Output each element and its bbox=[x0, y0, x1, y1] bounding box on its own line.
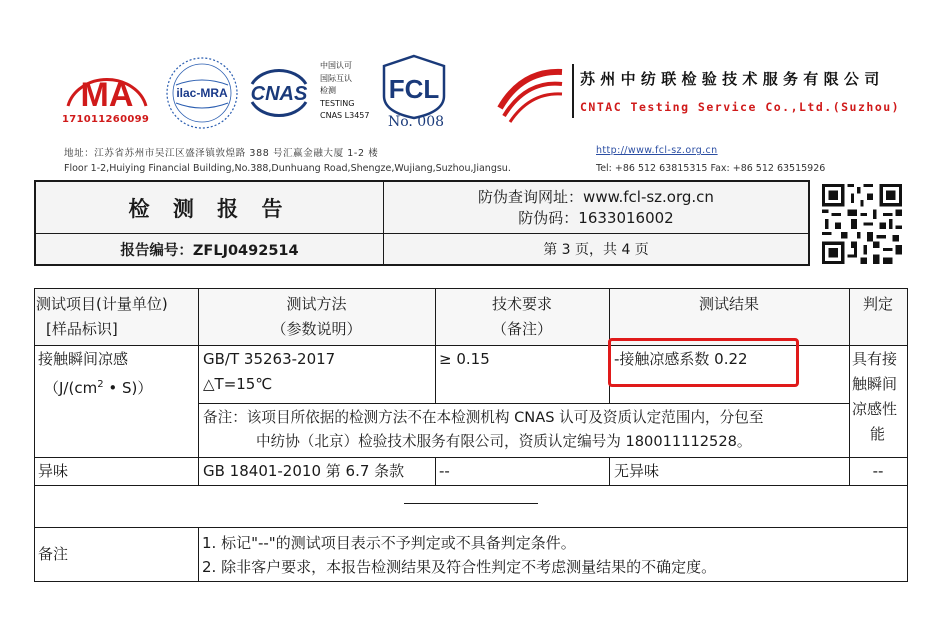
antifake-code: 防伪码：1633016002 bbox=[518, 208, 674, 227]
ilac-mra-text: ilac-MRA bbox=[176, 86, 228, 100]
row2-requirement: -- bbox=[439, 462, 450, 480]
report-number: 报告编号：ZFLJ0492514 bbox=[36, 234, 384, 264]
row2-method: GB 18401-2010 第 6.7 条款 bbox=[203, 462, 405, 480]
row1-note-line: 备注：该项目所依据的检测方法不在本检测机构 CNAS 认可及资质认定范围内，分包至 bbox=[203, 409, 764, 426]
remarks-label: 备注 bbox=[38, 545, 69, 563]
row1-judgement-line: 能 bbox=[870, 425, 886, 443]
col-header-result: 测试结果 bbox=[698, 295, 759, 313]
row1-method: GB/T 35263-2017 bbox=[203, 350, 336, 368]
row1-unit-sup: 2 bbox=[97, 379, 104, 390]
antifake-info bbox=[384, 182, 808, 234]
row1-requirement: ≥ 0.15 bbox=[439, 350, 490, 368]
qr-code bbox=[822, 184, 902, 264]
address-en: Floor 1-2,Huiying Financial Building,No.388,Dunhuang Road,Shengze,Wujiang,Suzhou,Jiangsu. bbox=[64, 163, 511, 174]
ma-logo-text: MA bbox=[80, 76, 134, 114]
col-divider bbox=[34, 288, 35, 485]
col-divider bbox=[609, 457, 610, 485]
col-divider bbox=[907, 485, 908, 582]
row1-unit bbox=[44, 372, 152, 401]
row1-item: 接触瞬间凉感 bbox=[38, 350, 129, 368]
website-link[interactable]: http://www.fcl-sz.org.cn bbox=[596, 145, 718, 156]
col-divider bbox=[198, 527, 199, 582]
col-divider bbox=[849, 288, 850, 485]
col-header-requirement-sub: （备注） bbox=[491, 320, 552, 338]
col-header-item: 测试项目(计量单位) bbox=[36, 295, 168, 313]
row-divider bbox=[198, 403, 849, 404]
row1-method-param: △T=15℃ bbox=[203, 375, 273, 393]
ma-certificate-number: 171011260099 bbox=[62, 114, 150, 125]
row2-result: 无异味 bbox=[614, 462, 660, 480]
col-divider bbox=[34, 485, 35, 582]
address-cn: 地址：江苏省苏州市吴江区盛泽镇敦煌路 388 号汇赢金融大厦 1-2 楼 bbox=[64, 148, 379, 159]
col-divider bbox=[907, 288, 908, 485]
col-divider bbox=[435, 457, 436, 485]
row-divider bbox=[34, 527, 908, 528]
fcl-number: No. 008 bbox=[387, 114, 445, 130]
row1-note-line: 中纺协（北京）检验技术服务有限公司，资质认定编号为 180011112528。 bbox=[256, 433, 752, 450]
col-header-method: 测试方法 bbox=[286, 295, 347, 313]
page-indicator: 第 3 页，共 4 页 bbox=[384, 234, 808, 264]
fcl-logo-text: FCL bbox=[388, 74, 440, 104]
col-header-requirement: 技术要求 bbox=[491, 295, 552, 313]
row-divider bbox=[34, 485, 908, 486]
remarks-line: 2. 除非客户要求，本报告检测结果及符合性判定不考虑测量结果的不确定度。 bbox=[202, 558, 717, 576]
tel-fax: Tel: +86 512 63815315 Fax: +86 512 63515926 bbox=[596, 163, 826, 174]
row1-result: -接触凉感系数 0.22 bbox=[614, 350, 748, 368]
row1-unit-pre: （J/(cm bbox=[44, 379, 98, 397]
cnas-line: 国际互认 bbox=[320, 73, 352, 83]
row1-judgement-line: 具有接 bbox=[852, 350, 898, 368]
company-logo bbox=[494, 60, 568, 124]
company-divider bbox=[572, 64, 574, 118]
col-header-method-sub: （参数说明） bbox=[271, 320, 362, 338]
cnas-line: TESTING bbox=[320, 98, 355, 108]
end-marker-line bbox=[404, 503, 538, 504]
row-divider bbox=[34, 457, 908, 458]
company-name-en: CNTAC Testing Service Co.,Ltd.(Suzhou) bbox=[580, 100, 901, 114]
cnas-line: 中国认可 bbox=[320, 61, 352, 70]
report-title: 检 测 报 告 bbox=[36, 182, 384, 234]
cnas-logo bbox=[242, 62, 316, 124]
row1-judgement-line: 凉感性 bbox=[852, 400, 898, 418]
report-header-table bbox=[34, 180, 810, 266]
cnas-logo-text: CNAS bbox=[250, 83, 308, 105]
cnas-accreditation-text bbox=[320, 60, 384, 123]
row1-judgement-line: 触瞬间 bbox=[852, 375, 898, 393]
ilac-mra-logo bbox=[164, 55, 240, 131]
cnas-line: 检测 bbox=[320, 86, 336, 95]
row2-judgement: -- bbox=[872, 462, 884, 480]
row1-unit-post: • S)） bbox=[103, 379, 153, 397]
antifake-url: 防伪查询网址：www.fcl-sz.org.cn bbox=[478, 187, 714, 206]
col-header-judgement: 判定 bbox=[862, 295, 893, 313]
cnas-line: CNAS L3457 bbox=[320, 111, 370, 120]
col-header-item-sub: [样品标识] bbox=[46, 320, 118, 338]
remarks-line: 1. 标记"--"的测试项目表示不予判定或不具备判定条件。 bbox=[202, 534, 576, 552]
result-highlight-box bbox=[608, 338, 799, 387]
row2-item: 异味 bbox=[38, 462, 69, 480]
company-name-cn: 苏州中纺联检验技术服务有限公司 bbox=[580, 70, 885, 88]
